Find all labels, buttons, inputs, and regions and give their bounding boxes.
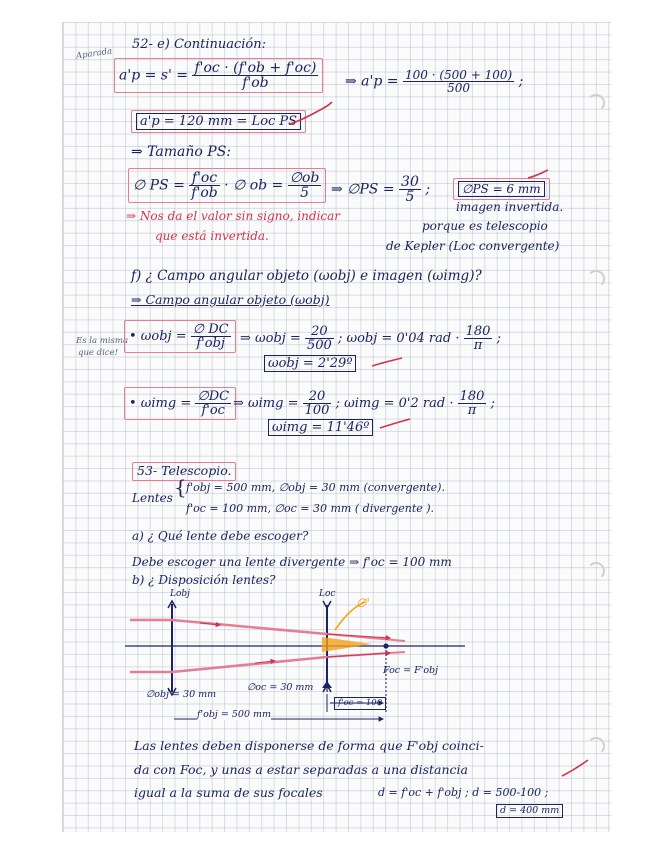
equation-wimg-value: ⇒ ωimg = $\frac{20}{100}$ ; ωimg = 0'2 rad · $\frac{180}{\pi}$ ;	[233, 389, 495, 418]
note-telescopio: porque es telescopio	[422, 219, 548, 233]
label-foc-length: f'oc = 100	[334, 697, 386, 710]
note-sin-signo: ⇒ Nos da el valor sin signo, indicar	[126, 209, 341, 223]
margin-note-left-1: Es la misma	[76, 336, 129, 346]
lens-ocular-spec: f'oc = 100 mm, ∅oc = 30 mm ( divergente ).	[186, 502, 435, 515]
label-phi-oc: ∅oc = 30 mm	[247, 682, 314, 693]
result-ap: a'p = 120 mm = Loc PS	[131, 110, 306, 133]
equation-wimg: • ωimg = $\frac{\emptyset DC}{f'oc}$	[124, 387, 236, 420]
label-foc-fobj: Foc = F'obj	[383, 665, 439, 676]
label-fobj-length: f'obj = 500 mm	[197, 709, 272, 720]
section-53-heading: 53- Telescopio.	[132, 462, 236, 481]
closing-line-2: da con Foc, y unas a estar separadas a una distancia	[134, 762, 468, 777]
note-invertida: que está invertida.	[155, 229, 269, 243]
label-phi-obj: ∅obj = 30 mm	[146, 689, 217, 700]
section-52-heading: 52- e) Continuación:	[132, 37, 267, 52]
equation-ap: a'p = s' = $\frac{f'oc \cdot (f'ob + f'oc)}{f'ob}$	[114, 58, 323, 93]
margin-note-left-2: que dice!	[78, 348, 119, 358]
check-mark-icon	[290, 102, 332, 124]
check-mark-icon	[372, 358, 402, 366]
result-wimg: ωimg = 11'46º	[268, 419, 373, 436]
equation-wobj-value: ⇒ ωobj = $\frac{20}{500}$ ; ωobj = 0'04 rad · $\frac{180}{\pi}$ ;	[240, 324, 501, 353]
check-mark-icon	[562, 760, 588, 776]
campo-angular-objeto-heading: ⇒ Campo angular objeto (ωobj)	[131, 292, 330, 307]
equation-ap-result: ⇒ a'p = $\frac{100 \cdot (500 + 100)}{500}$ ;	[345, 68, 524, 95]
check-mark-icon	[528, 170, 548, 178]
equation-phi-ps: ∅ PS = $\frac{f'oc}{f'ob}$ · ∅ ob = $\frac{\emptyset ob}{5}$	[128, 168, 326, 203]
tamano-heading: ⇒ Tamaño PS:	[131, 144, 232, 160]
question-f: f) ¿ Campo angular objeto (ωobj) e imagen (ωimg)?	[131, 268, 482, 284]
closing-equation: d = f'oc + f'obj ; d = 500-100 ;	[378, 786, 549, 799]
label-lobj: Lobj	[170, 589, 190, 599]
closing-line-1: Las lentes deben disponerse de forma que F'obj coinci-	[134, 738, 484, 753]
result-wobj: ωobj = 2'29º	[264, 355, 356, 372]
imagen-invertida-text: imagen invertida.	[456, 200, 564, 214]
equation-wobj: • ωobj = $\frac{\emptyset DC}{\text{f'obj}}$	[124, 320, 236, 353]
lentes-brace: {	[174, 475, 187, 499]
lens-objective-spec: f'obj = 500 mm, ∅obj = 30 mm (convergente).	[186, 481, 445, 494]
result-phi-ps: ∅PS = 6 mm	[453, 178, 550, 200]
check-mark-icon	[380, 419, 410, 428]
lentes-label: Lentes	[132, 491, 173, 505]
answer-a: Debe escoger una lente divergente ⇒ f'oc = 100 mm	[132, 555, 452, 569]
margin-note-top: Aparada	[75, 46, 113, 62]
closing-line-3: igual a la suma de sus focales	[134, 785, 323, 800]
note-kepler: de Kepler (Loc convergente)	[386, 239, 560, 253]
question-a: a) ¿ Qué lente debe escoger?	[132, 529, 309, 543]
label-phi-prime: ∅'	[356, 596, 370, 610]
final-distance: d = 400 mm	[496, 804, 563, 818]
label-loc: Loc	[319, 589, 336, 599]
question-b: b) ¿ Disposición lentes?	[132, 573, 276, 587]
equation-phi-ps-value: ⇒ ∅PS = $\frac{30}{5}$ ;	[331, 174, 431, 205]
